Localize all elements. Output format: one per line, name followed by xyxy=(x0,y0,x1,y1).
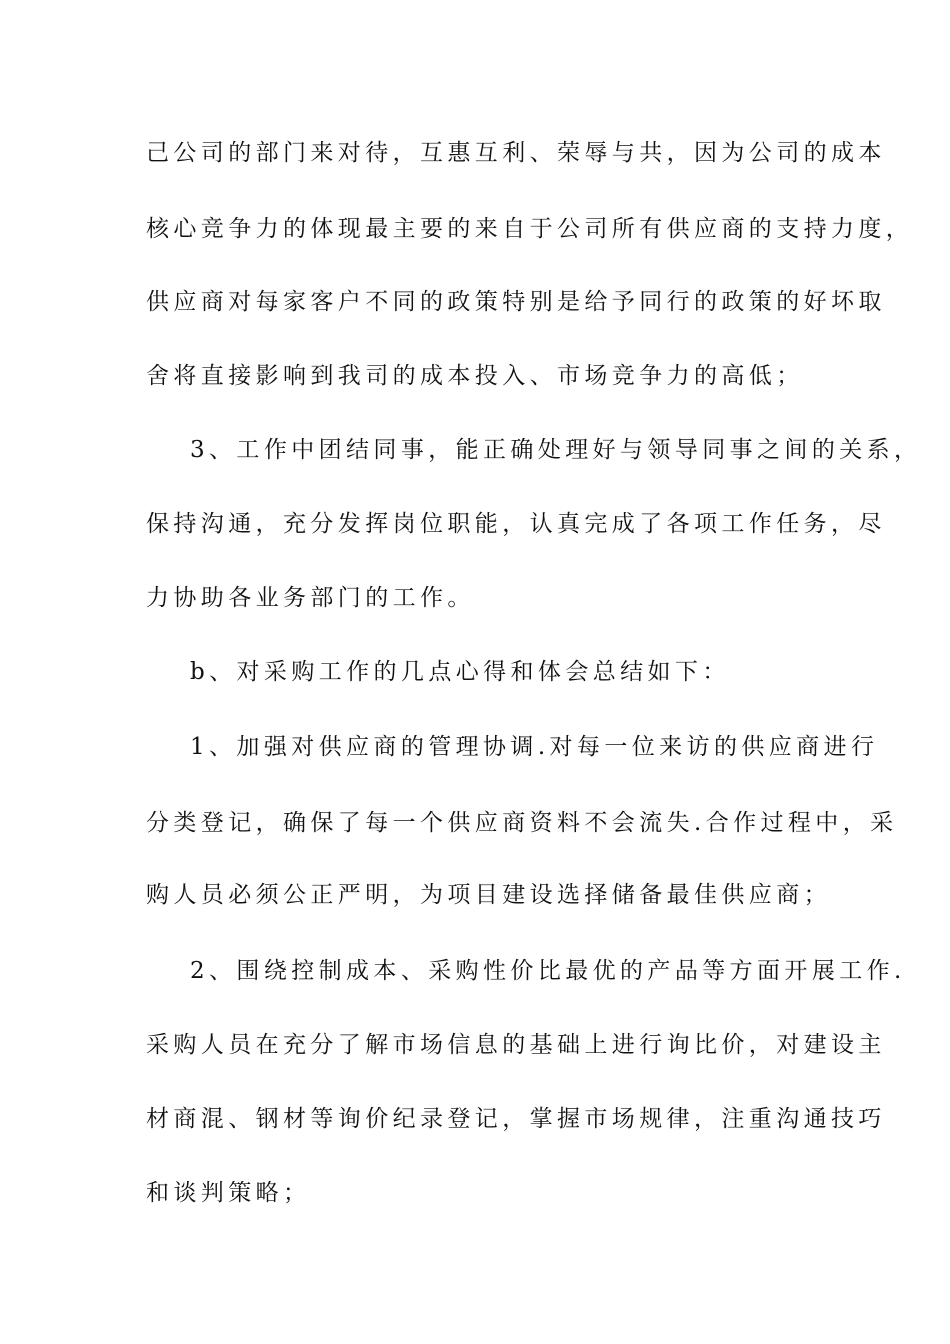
text-line: 3、工作中团结同事，能正确处理好与领导同事之间的关系， xyxy=(190,437,922,463)
text-line: b、对采购工作的几点心得和体会总结如下： xyxy=(190,659,730,685)
text-line: 材商混、钢材等询价纪录登记，掌握市场规律，注重沟通技巧 xyxy=(146,1106,886,1132)
text-line: 舍将直接影响到我司的成本投入、市场竞争力的高低； xyxy=(146,363,804,389)
text-line: 购人员必须公正严明，为项目建设选择储备最佳供应商； xyxy=(146,882,831,908)
text-line: 2、围绕控制成本、采购性价比最优的产品等方面开展工作. xyxy=(190,958,906,984)
text-line: 1、加强对供应商的管理协调.对每一位来访的供应商进行 xyxy=(190,734,879,760)
text-line: 核心竞争力的体现最主要的来自于公司所有供应商的支持力度， xyxy=(146,216,914,242)
text-line: 采购人员在充分了解市场信息的基础上进行询比价，对建设主 xyxy=(146,1032,886,1058)
text-line: 保持沟通，充分发挥岗位职能，认真完成了各项工作任务，尽 xyxy=(146,511,886,537)
text-line: 分类登记，确保了每一个供应商资料不会流失.合作过程中，采 xyxy=(146,810,898,836)
text-line: 力协助各业务部门的工作。 xyxy=(146,585,475,611)
text-line: 和谈判策略； xyxy=(146,1180,311,1206)
text-line: 供应商对每家客户不同的政策特别是给予同行的政策的好坏取 xyxy=(146,289,886,315)
text-line: 己公司的部门来对待，互惠互利、荣辱与共，因为公司的成本 xyxy=(146,140,886,166)
